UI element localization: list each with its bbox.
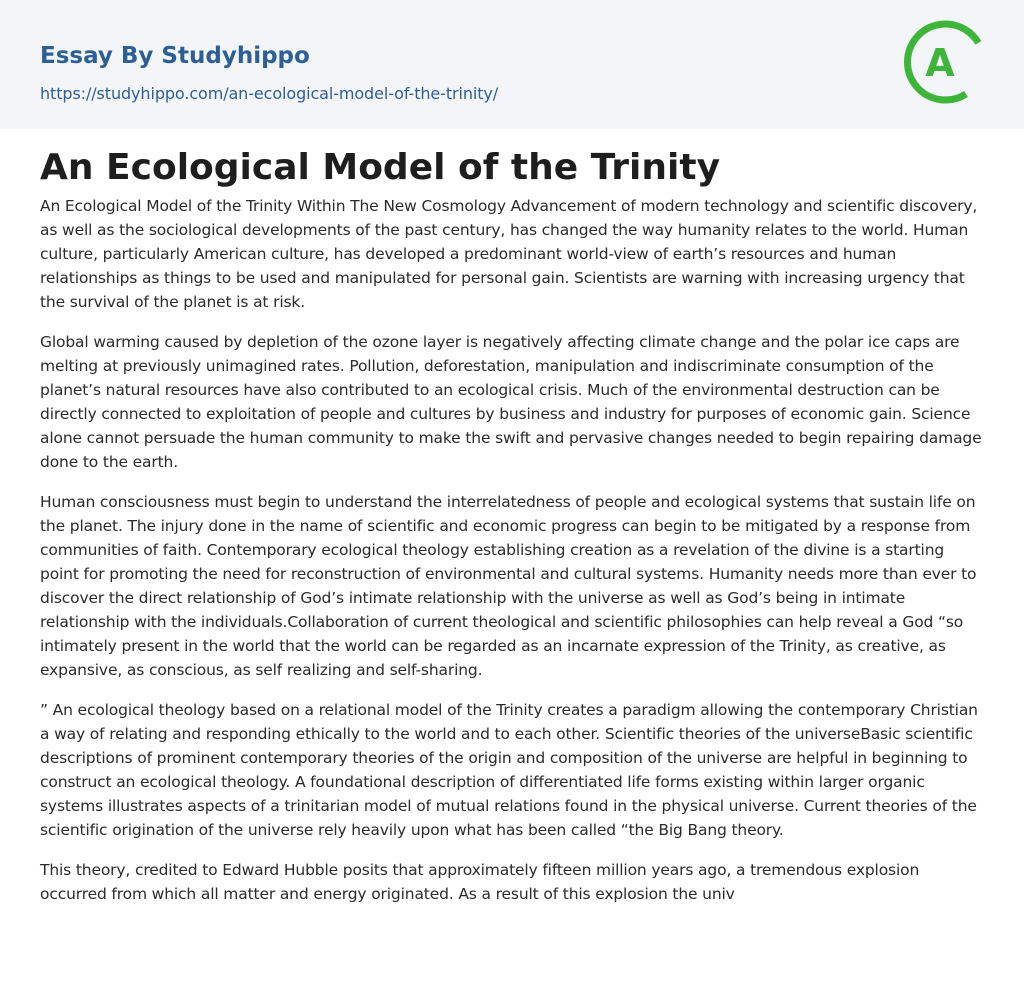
article-body [40,194,984,922]
page-title: An Ecological Model of the Trinity [40,147,721,188]
logo-letter: A [925,41,955,85]
article-url-link[interactable]: https://studyhippo.com/an-ecological-model-of-the-trinity/ [40,84,499,103]
paragraph: An Ecological Model of the Trinity Within The New Cosmology Advancement of modern technology and scientific discovery, as well as the sociological developments of the past century, has changed the way humanity relates to the world. Human culture, particularly American culture, has developed a predominant world-view of earth’s resources and human relationships as things to be used and manipulated for personal gain. Scientists are warning with increasing urgency that the survival of the planet is at risk. [40,197,978,311]
brand-title[interactable]: Essay By Studyhippo [40,43,310,69]
paragraph: Global warming caused by depletion of the ozone layer is negatively affecting climate change and the polar ice caps are melting at previously unimagined rates. Pollution, deforestation, manipulation and indiscriminate consumption of the planet’s natural resources have also contributed to an ecological crisis. Much of the environmental destruction can be directly connected to exploitation of people and cultures by business and industry for purposes of economic gain. Science alone cannot persuade the human community to make the swift and pervasive changes needed to begin repairing damage done to the earth. [40,333,982,471]
studyhippo-logo-icon[interactable] [900,18,988,106]
paragraph: This theory, credited to Edward Hubble posits that approximately fifteen million years ago, a tremendous explosion occurred from which all matter and energy originated. As a result of this explosion the univ [40,861,920,903]
paragraph: Human consciousness must begin to understand the interrelatedness of people and ecological systems that sustain life on the planet. The injury done in the name of scientific and economic progress can begin to be mitigated by a response from communities of faith. Contemporary ecological theology establishing creation as a revelation of the divine is a starting point for promoting the need for reconstruction of environmental and cultural systems. Humanity needs more than ever to discover the direct relationship of God’s intimate relationship with the universe as well as God’s being in intimate relationship with the individuals.Collaboration of current theological and scientific philosophies can help reveal a God “so intimately present in the world that the world can be regarded as an incarnate expression of the Trinity, as creative, as expansive, as conscious, as self realizing and self-sharing. [40,493,977,679]
paragraph: ” An ecological theology based on a relational model of the Trinity creates a paradigm allowing the contemporary Christian a way of relating and responding ethically to the world and to each other. Scientific theories of the universeBasic scientific descriptions of prominent contemporary theories of the origin and composition of the universe are helpful in beginning to construct an ecological theology. A foundational description of differentiated life forms existing within larger organic systems illustrates aspects of a trinitarian model of mutual relations found in the physical universe. Current theories of the scientific origination of the universe rely heavily upon what has been called “the Big Bang theory. [40,701,978,839]
